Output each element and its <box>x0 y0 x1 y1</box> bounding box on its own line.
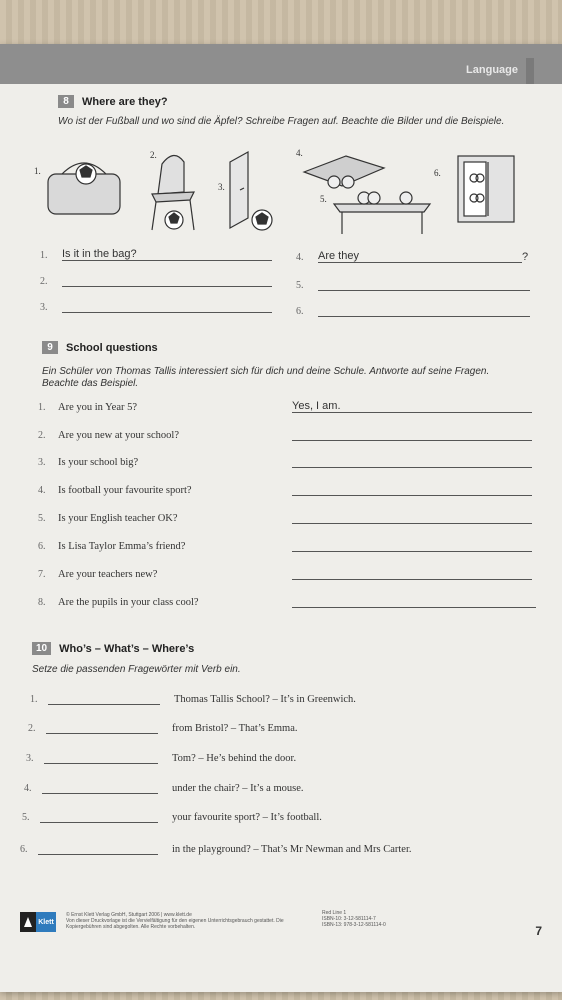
exercise-8-item <box>40 274 272 287</box>
exercise-number: 9 <box>42 341 58 354</box>
exercise-10-item <box>28 721 298 734</box>
blank-line[interactable] <box>46 721 158 734</box>
exercise-8-instruction: Wo ist der Fußball und wo sind die Äpfel? Schreibe Fragen auf. Beachte die Bilder und die Beispiele. <box>58 116 505 127</box>
isbn-10: ISBN-10: 3-12-581114-7 <box>322 916 376 922</box>
exercise-8-item <box>296 278 530 291</box>
exercise-9-header <box>42 341 158 354</box>
book-title: Red Line 1 <box>322 910 347 916</box>
exercise-8-item <box>296 304 530 317</box>
section-label: Language <box>466 64 518 76</box>
exercise-8-pictures <box>34 144 544 234</box>
answer-line[interactable] <box>292 567 532 580</box>
klett-mark-icon <box>22 915 34 929</box>
item-number: 7. <box>38 569 46 580</box>
question-text: Are you in Year 5? <box>58 402 138 413</box>
blank-line[interactable] <box>40 810 158 823</box>
item-number: 3. <box>40 302 48 313</box>
question-text: Is football your favourite sport? <box>58 485 192 496</box>
item-number: 3. <box>38 457 46 468</box>
exercise-9-item <box>38 567 532 580</box>
item-number: 4. <box>24 783 32 794</box>
item-number: 4. <box>296 252 304 263</box>
exercise-10-item <box>22 810 322 823</box>
isbn-13: ISBN-13: 978-3-12-581114-0 <box>322 922 386 928</box>
item-number: 6. <box>38 541 46 552</box>
exercise-10-item <box>26 751 296 764</box>
exercise-10-header <box>32 642 194 655</box>
exercise-9-item <box>38 595 536 608</box>
item-number: 5. <box>296 280 304 291</box>
page-number: 7 <box>535 924 542 938</box>
question-text: Are the pupils in your class cool? <box>58 597 199 608</box>
exercise-number: 8 <box>58 95 74 108</box>
header-tab <box>526 58 534 84</box>
item-number: 2. <box>38 430 46 441</box>
exercise-9-item <box>38 483 532 496</box>
exercise-9-item <box>38 455 532 468</box>
book-icon <box>304 156 384 188</box>
blank-line[interactable] <box>48 692 160 705</box>
item-number: 6. <box>296 306 304 317</box>
bag-icon <box>48 163 120 214</box>
sentence-text: under the chair? – It’s a mouse. <box>172 783 304 794</box>
item-number: 8. <box>38 597 46 608</box>
item-number: 1. <box>30 694 38 705</box>
exercise-9-item <box>38 428 532 441</box>
item-number: 6. <box>20 844 28 855</box>
answer-line[interactable]: Is it in the bag? <box>62 248 272 261</box>
item-number: 2. <box>40 276 48 287</box>
sentence-text: your favourite sport? – It’s football. <box>172 812 322 823</box>
answer-line[interactable] <box>292 511 532 524</box>
exercise-8-header <box>58 95 168 108</box>
exercise-10-instruction: Setze die passenden Fragewörter mit Verb ein. <box>32 664 241 675</box>
item-number: 5. <box>22 812 30 823</box>
exercise-title: Who’s – What’s – Where’s <box>59 642 195 655</box>
sentence-text: Thomas Tallis School? – It’s in Greenwich. <box>174 694 356 705</box>
answer-line[interactable]: Yes, I am. <box>292 400 532 413</box>
exercise-8-item <box>40 248 272 261</box>
chair-icon <box>152 155 194 230</box>
question-mark: ? <box>522 251 529 263</box>
item-number: 5. <box>38 513 46 524</box>
exercise-number: 10 <box>32 642 51 655</box>
picture-label: 1. <box>34 166 41 176</box>
item-number: 1. <box>40 250 48 261</box>
door-icon <box>230 152 272 230</box>
footer-isbn-block <box>322 910 432 928</box>
blank-line[interactable] <box>38 842 158 855</box>
logo-text: Klett <box>36 912 56 932</box>
copyright-text: © Ernst Klett Verlag GmbH, Stuttgart 2006 | www.klett.de <box>66 912 192 918</box>
blank-line[interactable] <box>42 781 158 794</box>
answer-line[interactable] <box>292 539 532 552</box>
pictures-drawing <box>34 144 544 234</box>
item-number: 2. <box>28 723 36 734</box>
worksheet-page <box>0 44 562 992</box>
sentence-text: from Bristol? – That’s Emma. <box>172 723 298 734</box>
answer-line[interactable] <box>318 278 530 291</box>
footer-copyright-block <box>66 912 306 930</box>
exercise-10-item <box>20 842 412 855</box>
picture-label: 5. <box>320 194 327 204</box>
answer-line[interactable] <box>292 595 536 608</box>
picture-label: 4. <box>296 148 303 158</box>
exercise-title: Where are they? <box>82 95 168 108</box>
table-icon <box>334 192 430 234</box>
picture-label: 3. <box>218 182 225 192</box>
picture-label: 6. <box>434 168 441 178</box>
exercise-9-item <box>38 400 532 413</box>
cupboard-icon <box>458 156 514 222</box>
exercise-title: School questions <box>66 341 158 354</box>
sentence-text: Tom? – He’s behind the door. <box>172 753 297 764</box>
blank-line[interactable] <box>44 751 158 764</box>
answer-line[interactable] <box>292 428 532 441</box>
question-text: Is Lisa Taylor Emma’s friend? <box>58 541 186 552</box>
item-number: 3. <box>26 753 34 764</box>
question-text: Is your English teacher OK? <box>58 513 178 524</box>
question-text: Is your school big? <box>58 457 139 468</box>
picture-label: 2. <box>150 150 157 160</box>
answer-line[interactable]: Are they <box>318 250 522 263</box>
item-number: 1. <box>38 402 46 413</box>
sentence-text: in the playground? – That’s Mr Newman and Mrs Carter. <box>172 844 412 855</box>
question-text: Are your teachers new? <box>58 569 158 580</box>
exercise-9-item <box>38 539 532 552</box>
answer-line[interactable] <box>292 455 532 468</box>
header-band <box>0 44 562 84</box>
answer-line[interactable] <box>318 304 530 317</box>
answer-line[interactable] <box>62 300 272 313</box>
copy-notice: Von dieser Druckvorlage ist die Vervielfältigung für den eigenen Unterrichtsgebrauch gestattet. Die Kopiergebühren sind abgegolten. Alle Rechte vorbehalten. <box>66 918 284 930</box>
question-text: Are you new at your school? <box>58 430 180 441</box>
exercise-9-instruction: Ein Schüler von Thomas Tallis interessiert sich für dich und deine Schule. Antworte auf seine Fragen. Beachte das Beispiel. <box>42 366 490 389</box>
answer-line[interactable] <box>62 274 272 287</box>
exercise-10-item <box>24 781 304 794</box>
answer-line[interactable] <box>292 483 532 496</box>
exercise-10-item <box>30 692 356 705</box>
exercise-8-item <box>296 250 528 263</box>
item-number: 4. <box>38 485 46 496</box>
exercise-8-item <box>40 300 272 313</box>
publisher-logo <box>20 912 56 932</box>
exercise-9-item <box>38 511 532 524</box>
logo-mark <box>20 912 36 932</box>
